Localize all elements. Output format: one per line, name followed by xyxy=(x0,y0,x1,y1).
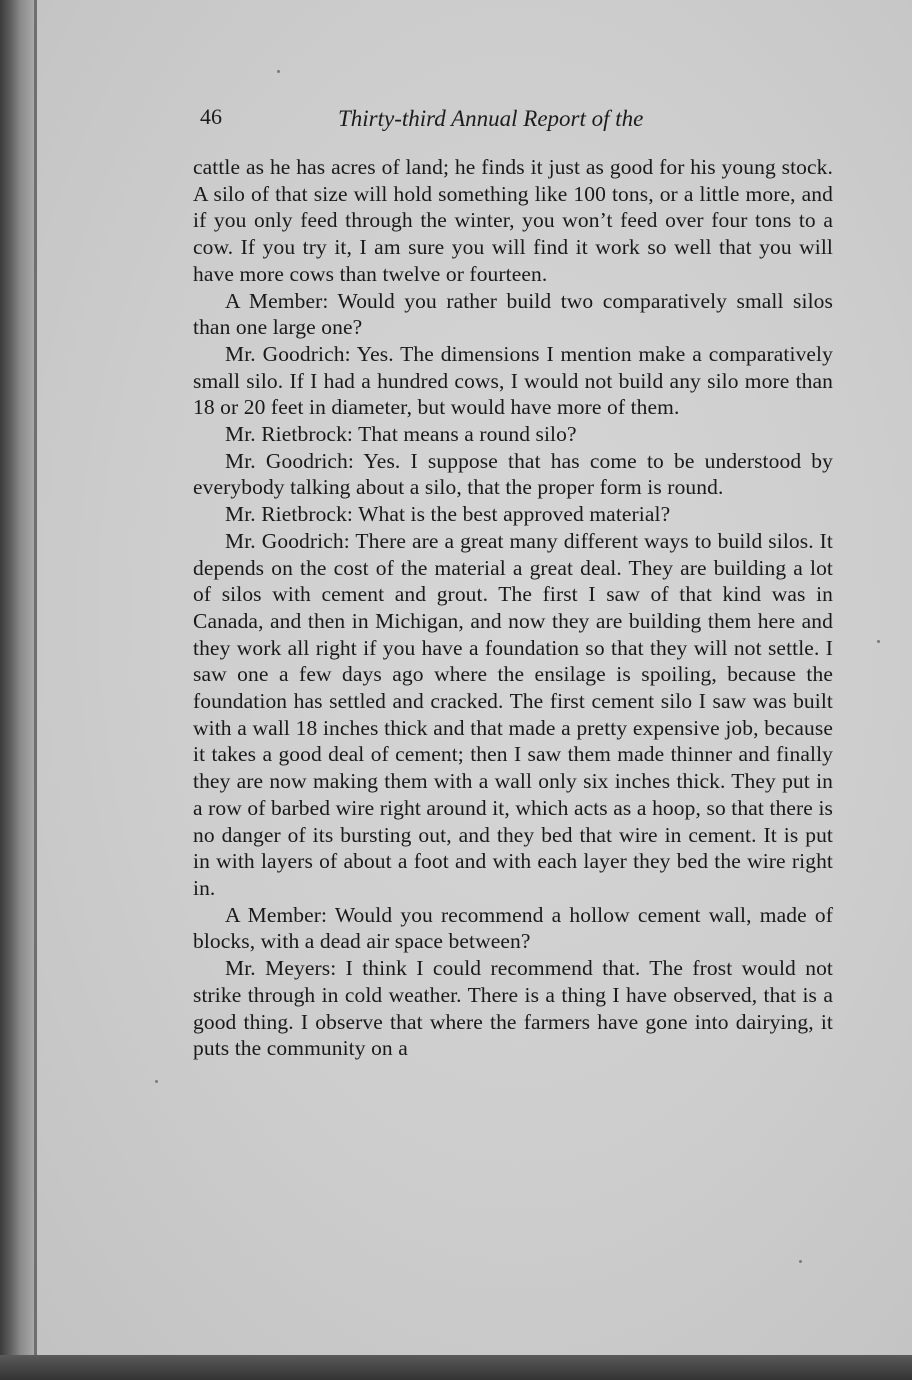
speaker-label: A Member: xyxy=(225,902,328,927)
body-text xyxy=(193,154,833,1062)
paper-speck xyxy=(877,640,880,643)
page-header xyxy=(200,100,720,140)
paragraph xyxy=(193,955,833,1062)
speaker-label: Mr. Meyers: xyxy=(225,956,337,981)
paper-speck xyxy=(799,1260,802,1263)
paragraph-text: cattle as he has acres of land; he finds it just as good for his young stock. A silo of that size will hold something like 100 tons, or a little more, and if you only feed through the winter, you won’t feed over four tons to a cow. If you try it, I am sure you will find it work so well that you will have more cows than twelve or fourteen. xyxy=(193,155,833,286)
page-bottom-edge xyxy=(0,1355,912,1380)
paragraph xyxy=(193,421,833,448)
paragraph xyxy=(193,288,833,341)
paragraph xyxy=(193,902,833,955)
paragraph-text: There are a great many different ways to build silos. It depends on the cost of the material a great deal. They are building a lot of silos with cement and grout. The first I saw of that kind was in Canada, and then in Michigan, and now they are building them here and they work all right if you have a foundation so that they will not settle. I saw one a few days ago where the ensilage is spoiling, because the foundation has settled and cracked. The first cement silo I saw was built with a wall 18 inches thick and that made a pretty expensive job, because it takes a good deal of cement; then I saw them made thinner and finally they are now making them with a wall only six inches thick. They put in a row of barbed wire right around it, which acts as a hoop, so that there is no danger of its bursting out, and they bed that wire in cement. It is put in with layers of about a foot and with each layer they bed the wire right in. xyxy=(193,528,833,900)
paragraph-text: Yes. The dimensions I mention make a comparatively small silo. If I had a hundred cows, I would not build any silo more than 18 or 20 feet in diameter, but would have more of them. xyxy=(193,341,833,420)
paragraph-text: Yes. I suppose that has come to be understood by everybody talking about a silo, that the proper form is round. xyxy=(193,448,833,500)
speaker-label: Mr. Goodrich: xyxy=(225,341,351,366)
running-head: Thirty-third Annual Report of the xyxy=(338,106,644,131)
paragraph xyxy=(193,448,833,501)
paragraph-text: Would you rather build two comparatively small silos than one large one? xyxy=(193,288,833,340)
speaker-label: Mr. Goodrich: xyxy=(225,448,354,473)
paper-speck xyxy=(155,1080,158,1083)
paragraph-text: I think I could recommend that. The frost would not strike through in cold weather. There is a thing I have observed, that is a good thing. I observe that where the farmers have gone into dairying, it puts the community on a xyxy=(193,956,833,1061)
paragraph xyxy=(193,528,833,902)
paper-speck xyxy=(277,70,280,73)
paragraph-text: What is the best approved material? xyxy=(358,502,671,527)
book-spine-shadow xyxy=(0,0,34,1380)
paragraph-text: Would you recommend a hollow cement wall, made of blocks, with a dead air space between? xyxy=(193,902,833,954)
page-number: 46 xyxy=(200,104,222,129)
paragraph-text: That means a round silo? xyxy=(358,422,577,447)
speaker-label: Mr. Goodrich: xyxy=(225,528,350,553)
paragraph xyxy=(193,501,833,528)
paragraph xyxy=(193,341,833,421)
speaker-label: Mr. Rietbrock: xyxy=(225,422,353,447)
paragraph xyxy=(193,154,833,288)
speaker-label: Mr. Rietbrock: xyxy=(225,502,353,527)
speaker-label: A Member: xyxy=(225,288,329,313)
